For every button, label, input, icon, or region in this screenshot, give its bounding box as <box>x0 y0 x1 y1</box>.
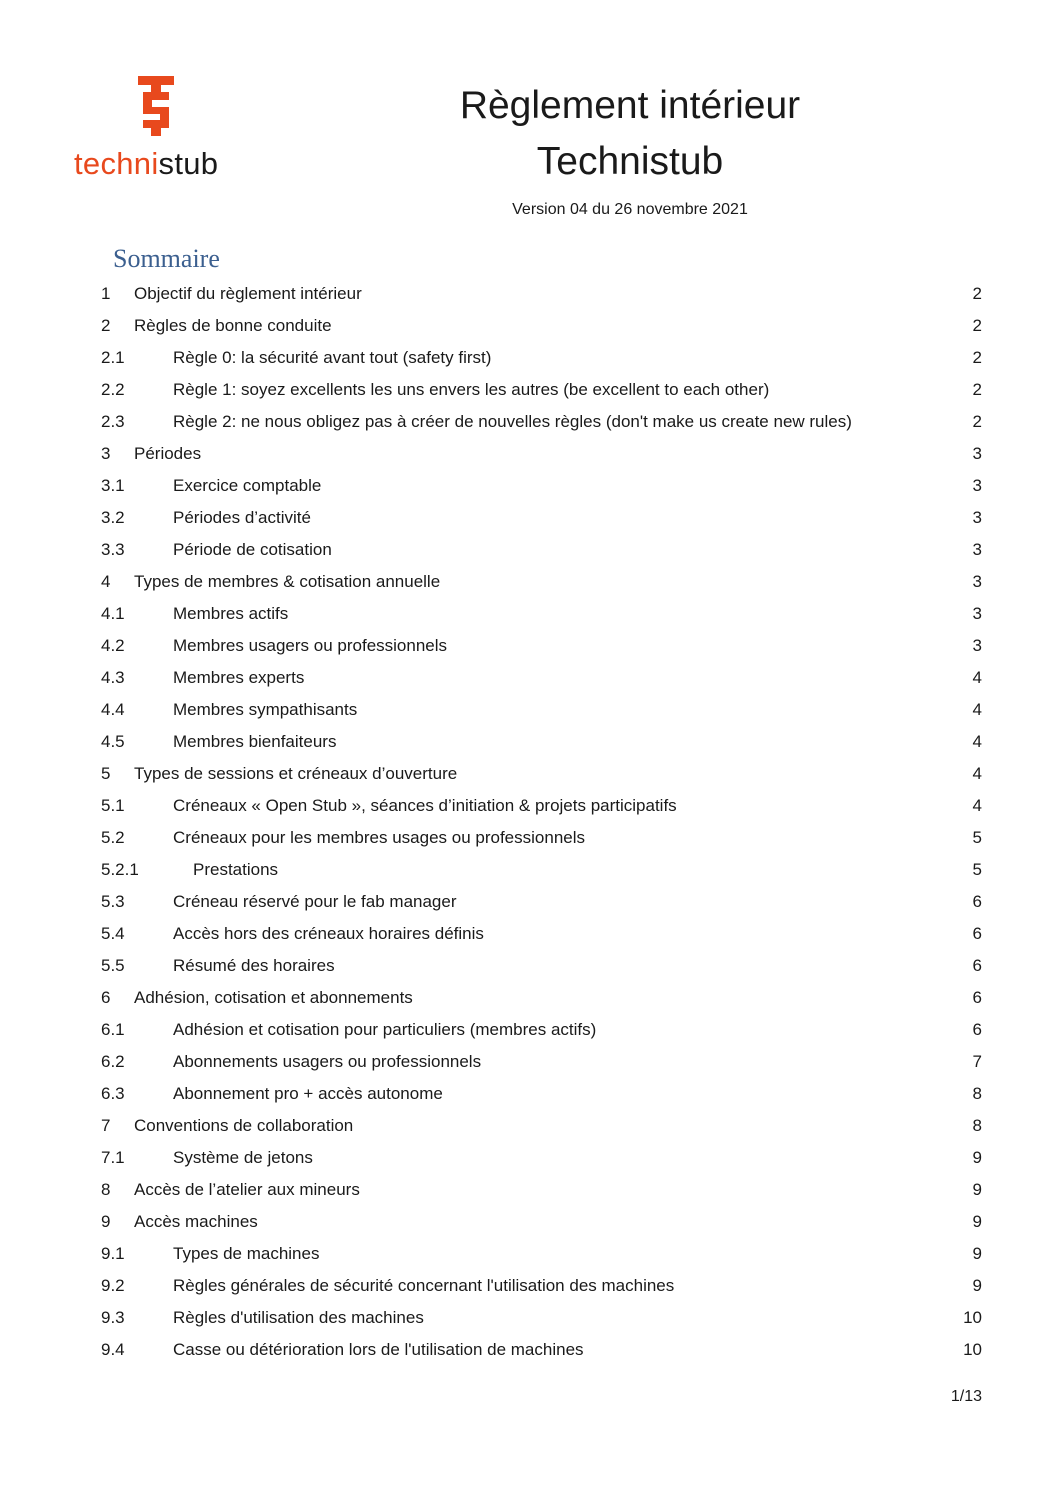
toc-entry[interactable] <box>0 758 1060 790</box>
document-subtitle: Technistub <box>536 140 724 183</box>
toc-entry[interactable] <box>0 374 1060 406</box>
toc-entry[interactable] <box>0 630 1060 662</box>
toc-entry-number: 2.2 <box>101 380 125 399</box>
toc-entry-title: Règle 2: ne nous obligez pas à créer de nouvelles règles (don't make us create new rules) <box>173 412 852 431</box>
toc-entry-title: Règles générales de sécurité concernant l'utilisation des machines <box>173 1276 675 1295</box>
toc-entry-number: 8 <box>101 1180 111 1199</box>
toc-entry-number: 5.2.1 <box>101 860 139 879</box>
toc-entry[interactable] <box>0 1142 1060 1174</box>
toc-entry-title: Périodes d’activité <box>173 508 311 527</box>
toc-entry-title: Membres actifs <box>173 604 289 623</box>
toc-entry-title: Types de sessions et créneaux d’ouverture <box>134 764 458 783</box>
toc-entry-page: 9 <box>972 1148 982 1167</box>
toc-entry-number: 7.1 <box>101 1148 125 1167</box>
toc-entry-page: 3 <box>972 604 982 623</box>
toc-entry-page: 6 <box>972 988 982 1007</box>
toc-entry-page: 3 <box>972 572 982 591</box>
toc-entry-title: Règles d'utilisation des machines <box>173 1308 424 1327</box>
toc-entry-number: 6.1 <box>101 1020 125 1039</box>
toc-entry-number: 4.1 <box>101 604 125 623</box>
toc-entry-title: Règle 1: soyez excellents les uns envers les autres (be excellent to each other) <box>173 380 770 399</box>
toc-entry-page: 10 <box>963 1308 982 1327</box>
toc-entry[interactable] <box>0 1302 1060 1334</box>
toc-entry[interactable] <box>0 310 1060 342</box>
toc-entry-page: 5 <box>972 860 982 879</box>
toc-entry[interactable] <box>0 822 1060 854</box>
toc-entry-number: 3 <box>101 444 111 463</box>
toc-entry-number: 3.1 <box>101 476 125 495</box>
toc-entry-title: Membres usagers ou professionnels <box>173 636 448 655</box>
toc-entry[interactable] <box>0 1270 1060 1302</box>
toc-entry-title: Accès machines <box>134 1212 258 1231</box>
toc-entry-title: Adhésion, cotisation et abonnements <box>134 988 413 1007</box>
toc-entry[interactable] <box>0 886 1060 918</box>
toc-entry[interactable] <box>0 598 1060 630</box>
toc-entry[interactable] <box>0 406 1060 438</box>
toc-entry-title: Prestations <box>193 860 279 879</box>
toc-entry-page: 9 <box>972 1244 982 1263</box>
toc-entry-title: Types de machines <box>173 1244 320 1263</box>
toc-entry-page: 6 <box>972 956 982 975</box>
toc-entry-page: 5 <box>972 828 982 847</box>
toc-entry-title: Créneau réservé pour le fab manager <box>173 892 457 911</box>
toc-entry-page: 9 <box>972 1212 982 1231</box>
toc-entry[interactable] <box>0 982 1060 1014</box>
toc-entry-number: 6.3 <box>101 1084 125 1103</box>
toc-entry-title: Système de jetons <box>173 1148 313 1167</box>
version-line: Version 04 du 26 novembre 2021 <box>512 201 748 218</box>
toc-entry[interactable] <box>0 342 1060 374</box>
toc-entry-title: Conventions de collaboration <box>134 1116 354 1135</box>
toc-entry-page: 2 <box>972 316 982 335</box>
toc-entry-page: 6 <box>972 892 982 911</box>
toc-entry-title: Règles de bonne conduite <box>134 316 332 335</box>
toc-entry-page: 2 <box>972 348 982 367</box>
toc-entry[interactable] <box>0 726 1060 758</box>
toc-entry[interactable] <box>0 1078 1060 1110</box>
toc-entry-number: 5.2 <box>101 828 125 847</box>
toc-entry-title: Abonnements usagers ou professionnels <box>173 1052 482 1071</box>
toc-entry-page: 8 <box>972 1084 982 1103</box>
toc-entry-title: Membres bienfaiteurs <box>173 732 337 751</box>
toc-entry-number: 4.3 <box>101 668 125 687</box>
page-number: 1/13 <box>950 1388 982 1405</box>
toc-entry-title: Membres experts <box>173 668 305 687</box>
toc-entry-number: 9 <box>101 1212 111 1231</box>
logo-wordmark <box>74 146 218 182</box>
toc-entry-title: Périodes <box>134 444 202 463</box>
toc-entry[interactable] <box>0 1174 1060 1206</box>
toc-entry[interactable] <box>0 438 1060 470</box>
table-of-contents <box>0 278 1060 1366</box>
toc-entry-number: 5 <box>101 764 111 783</box>
toc-entry-page: 2 <box>972 380 982 399</box>
toc-entry[interactable] <box>0 502 1060 534</box>
toc-entry-number: 4.4 <box>101 700 125 719</box>
toc-entry-title: Adhésion et cotisation pour particuliers (membres actifs) <box>173 1020 597 1039</box>
toc-entry-title: Membres sympathisants <box>173 700 358 719</box>
logo-text-stub: stub <box>158 146 219 181</box>
toc-entry-title: Résumé des horaires <box>173 956 335 975</box>
toc-entry-page: 4 <box>972 700 982 719</box>
toc-entry[interactable] <box>0 854 1060 886</box>
toc-entry[interactable] <box>0 278 1060 310</box>
toc-entry-page: 2 <box>972 412 982 431</box>
toc-heading: Sommaire <box>113 244 220 273</box>
toc-entry[interactable] <box>0 1206 1060 1238</box>
toc-entry-title: Accès hors des créneaux horaires définis <box>173 924 484 943</box>
toc-entry-title: Règle 0: la sécurité avant tout (safety first) <box>173 348 492 367</box>
toc-entry-title: Créneaux « Open Stub », séances d’initiation & projets participatifs <box>173 796 677 815</box>
document-title: Règlement intérieur <box>459 84 801 127</box>
toc-entry-number: 6 <box>101 988 111 1007</box>
toc-entry-page: 3 <box>972 540 982 559</box>
toc-entry[interactable] <box>0 662 1060 694</box>
toc-entry-number: 9.4 <box>101 1340 125 1359</box>
toc-entry-page: 3 <box>972 508 982 527</box>
toc-entry-number: 5.4 <box>101 924 125 943</box>
toc-entry[interactable] <box>0 1334 1060 1366</box>
toc-entry-page: 8 <box>972 1116 982 1135</box>
toc-entry-page: 4 <box>972 668 982 687</box>
toc-entry[interactable] <box>0 1110 1060 1142</box>
toc-entry-number: 3.2 <box>101 508 125 527</box>
toc-entry-title: Accès de l’atelier aux mineurs <box>134 1180 360 1199</box>
toc-entry[interactable] <box>0 790 1060 822</box>
toc-entry-page: 3 <box>972 636 982 655</box>
toc-entry-title: Période de cotisation <box>173 540 332 559</box>
toc-entry-number: 9.3 <box>101 1308 125 1327</box>
toc-entry-page: 6 <box>972 1020 982 1039</box>
toc-entry-number: 9.2 <box>101 1276 125 1295</box>
toc-entry-title: Objectif du règlement intérieur <box>134 284 362 303</box>
toc-entry-page: 9 <box>972 1180 982 1199</box>
toc-entry[interactable] <box>0 566 1060 598</box>
toc-entry-number: 7 <box>101 1116 111 1135</box>
toc-entry-title: Casse ou détérioration lors de l'utilisation de machines <box>173 1340 584 1359</box>
toc-entry-number: 9.1 <box>101 1244 125 1263</box>
toc-entry[interactable] <box>0 470 1060 502</box>
toc-entry[interactable] <box>0 918 1060 950</box>
toc-entry-page: 7 <box>972 1052 982 1071</box>
toc-entry-page: 9 <box>972 1276 982 1295</box>
toc-entry[interactable] <box>0 694 1060 726</box>
toc-entry-number: 2 <box>101 316 111 335</box>
logo-text-techni: techni <box>74 146 159 181</box>
toc-entry-number: 6.2 <box>101 1052 125 1071</box>
toc-entry-page: 4 <box>972 796 982 815</box>
toc-entry-number: 5.3 <box>101 892 125 911</box>
toc-entry-page: 4 <box>972 764 982 783</box>
toc-entry-number: 5.5 <box>101 956 125 975</box>
toc-entry[interactable] <box>0 1014 1060 1046</box>
toc-entry-number: 1 <box>101 284 111 303</box>
toc-entry-title: Exercice comptable <box>173 476 322 495</box>
toc-entry[interactable] <box>0 1046 1060 1078</box>
toc-entry[interactable] <box>0 950 1060 982</box>
toc-entry-page: 2 <box>972 284 982 303</box>
toc-entry-number: 3.3 <box>101 540 125 559</box>
technistub-logo <box>74 74 244 184</box>
toc-entry[interactable] <box>0 1238 1060 1270</box>
toc-entry-number: 2.1 <box>101 348 125 367</box>
toc-entry-title: Types de membres & cotisation annuelle <box>134 572 441 591</box>
toc-entry-number: 4 <box>101 572 111 591</box>
toc-entry-page: 3 <box>972 476 982 495</box>
toc-entry-number: 5.1 <box>101 796 125 815</box>
toc-entry-page: 4 <box>972 732 982 751</box>
toc-entry-number: 4.2 <box>101 636 125 655</box>
toc-entry-number: 2.3 <box>101 412 125 431</box>
toc-entry-title: Abonnement pro + accès autonome <box>173 1084 443 1103</box>
toc-entry[interactable] <box>0 534 1060 566</box>
toc-entry-title: Créneaux pour les membres usages ou professionnels <box>173 828 586 847</box>
toc-entry-number: 4.5 <box>101 732 125 751</box>
toc-entry-page: 6 <box>972 924 982 943</box>
logo-mark-icon <box>138 76 174 136</box>
toc-entry-page: 3 <box>972 444 982 463</box>
toc-entry-page: 10 <box>963 1340 982 1359</box>
